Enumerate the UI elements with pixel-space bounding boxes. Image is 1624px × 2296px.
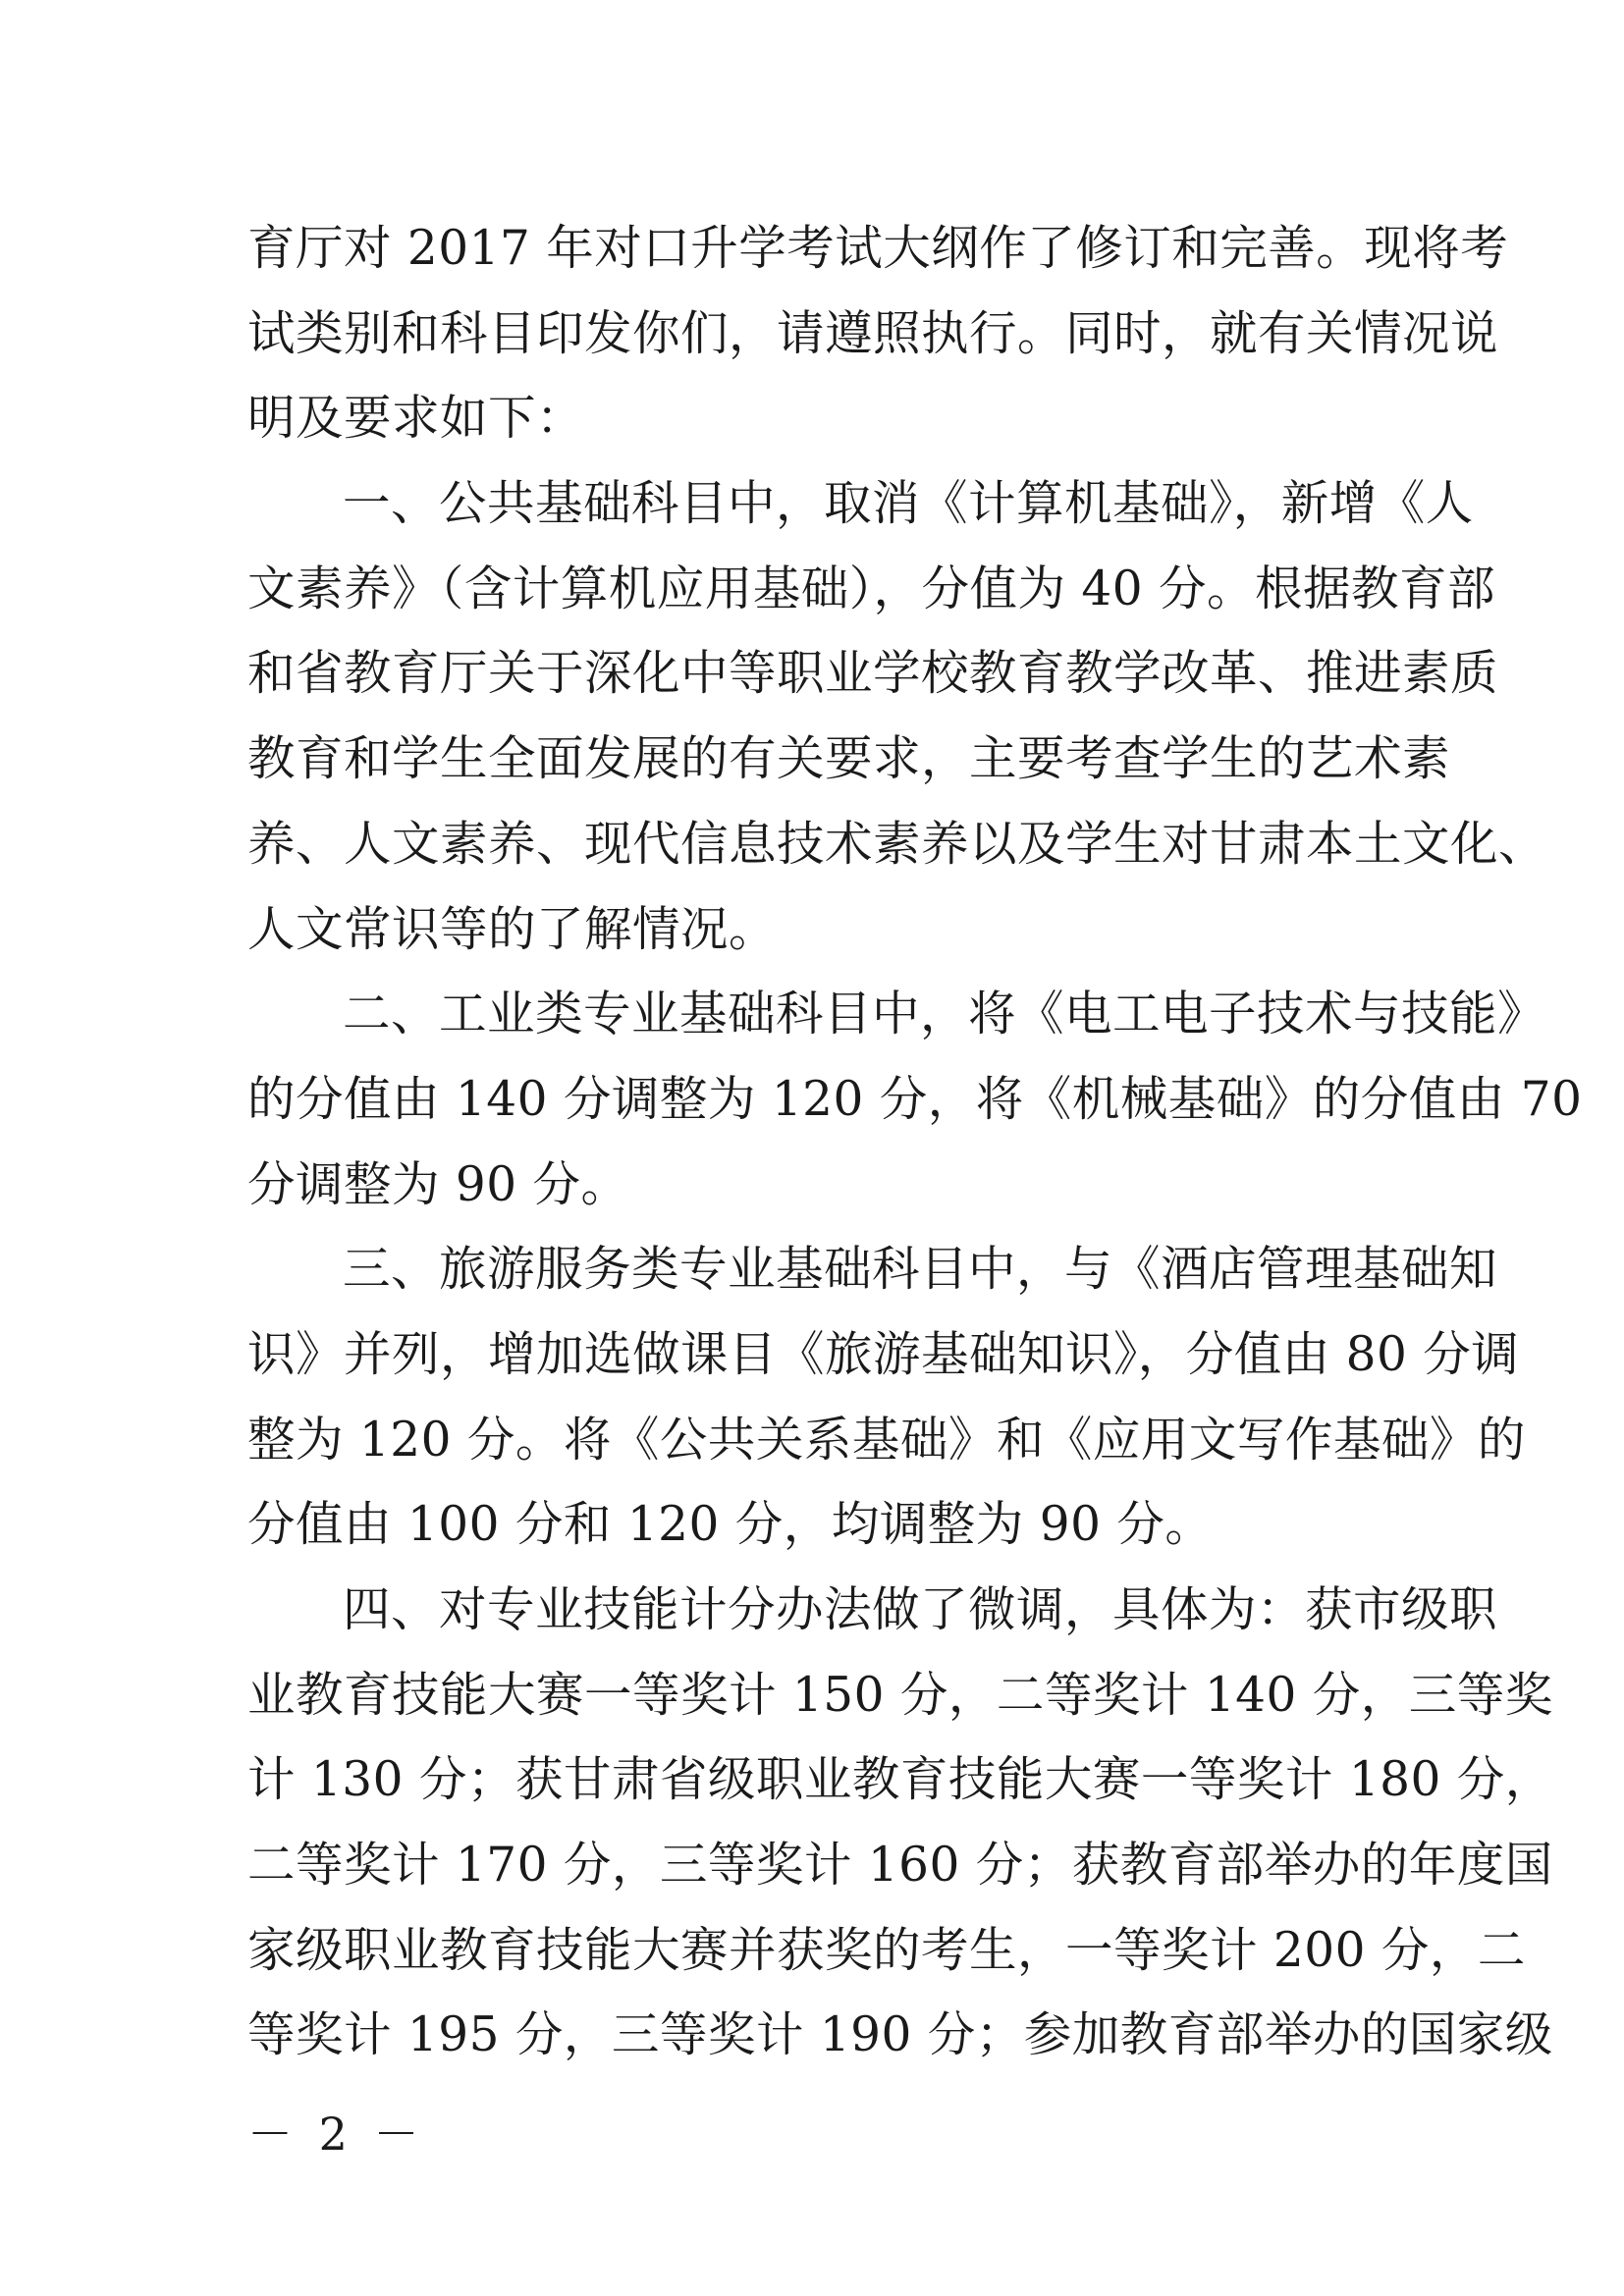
text-line: 养、人文素养、现代信息技术素养以及学生对甘肃本土文化、 bbox=[247, 816, 1547, 872]
text-line: 育厅对 2017 年对口升学考试大纲作了修订和完善。现将考 bbox=[247, 221, 1509, 276]
text-line: 识》并列，增加选做课目《旅游基础知识》，分值由 80 分调 bbox=[247, 1326, 1520, 1382]
text-line: 的分值由 140 分调整为 120 分，将《机械基础》的分值由 70 bbox=[247, 1071, 1583, 1127]
text-line: 二等奖计 170 分，三等奖计 160 分；获教育部举办的年度国 bbox=[247, 1838, 1553, 1894]
text-line: 计 130 分；获甘肃省级职业教育技能大赛一等奖计 180 分， bbox=[247, 1752, 1553, 1808]
text-line: 三、旅游服务类专业基础科目中，与《酒店管理基础知 bbox=[343, 1242, 1498, 1298]
text-line: 业教育技能大赛一等奖计 150 分，二等奖计 140 分，三等奖 bbox=[247, 1667, 1553, 1723]
text-line: 和省教育厅关于深化中等职业学校教育教学改革、推进素质 bbox=[247, 646, 1499, 702]
paragraph-item-3 bbox=[247, 1227, 1526, 1568]
paragraph-item-4 bbox=[247, 1568, 1553, 2078]
text-line: 一、公共基础科目中，取消《计算机基础》，新增《人 bbox=[343, 476, 1474, 532]
text-line: 明及要求如下： bbox=[247, 391, 585, 447]
text-line: 二、工业类专业基础科目中，将《电工电子技术与技能》 bbox=[343, 987, 1546, 1042]
text-line: 教育和学生全面发展的有关要求，主要考查学生的艺术素 bbox=[247, 731, 1451, 787]
text-line: 试类别和科目印发你们，请遵照执行。同时，就有关情况说 bbox=[247, 305, 1499, 361]
text-line: 家级职业教育技能大赛并获奖的考生，一等奖计 200 分，二 bbox=[247, 1922, 1526, 1978]
page-number: － 2 － bbox=[247, 2108, 425, 2161]
paragraph-intro bbox=[247, 206, 1509, 461]
text-line: 文素养》（含计算机应用基础），分值为 40 分。根据教育部 bbox=[247, 561, 1496, 616]
document-body bbox=[247, 206, 1583, 2078]
paragraph-item-2 bbox=[247, 972, 1583, 1227]
text-line: 分调整为 90 分。 bbox=[247, 1156, 629, 1212]
text-line: 等奖计 195 分，三等奖计 190 分；参加教育部举办的国家级 bbox=[247, 2007, 1553, 2063]
paragraph-item-1 bbox=[247, 461, 1547, 972]
text-line: 整为 120 分。将《公共关系基础》和《应用文写作基础》的 bbox=[247, 1412, 1526, 1468]
text-line: 人文常识等的了解情况。 bbox=[247, 901, 778, 957]
text-line: 分值由 100 分和 120 分，均调整为 90 分。 bbox=[247, 1497, 1214, 1553]
text-line: 四、对专业技能计分办法做了微调，具体为：获市级职 bbox=[343, 1582, 1498, 1637]
